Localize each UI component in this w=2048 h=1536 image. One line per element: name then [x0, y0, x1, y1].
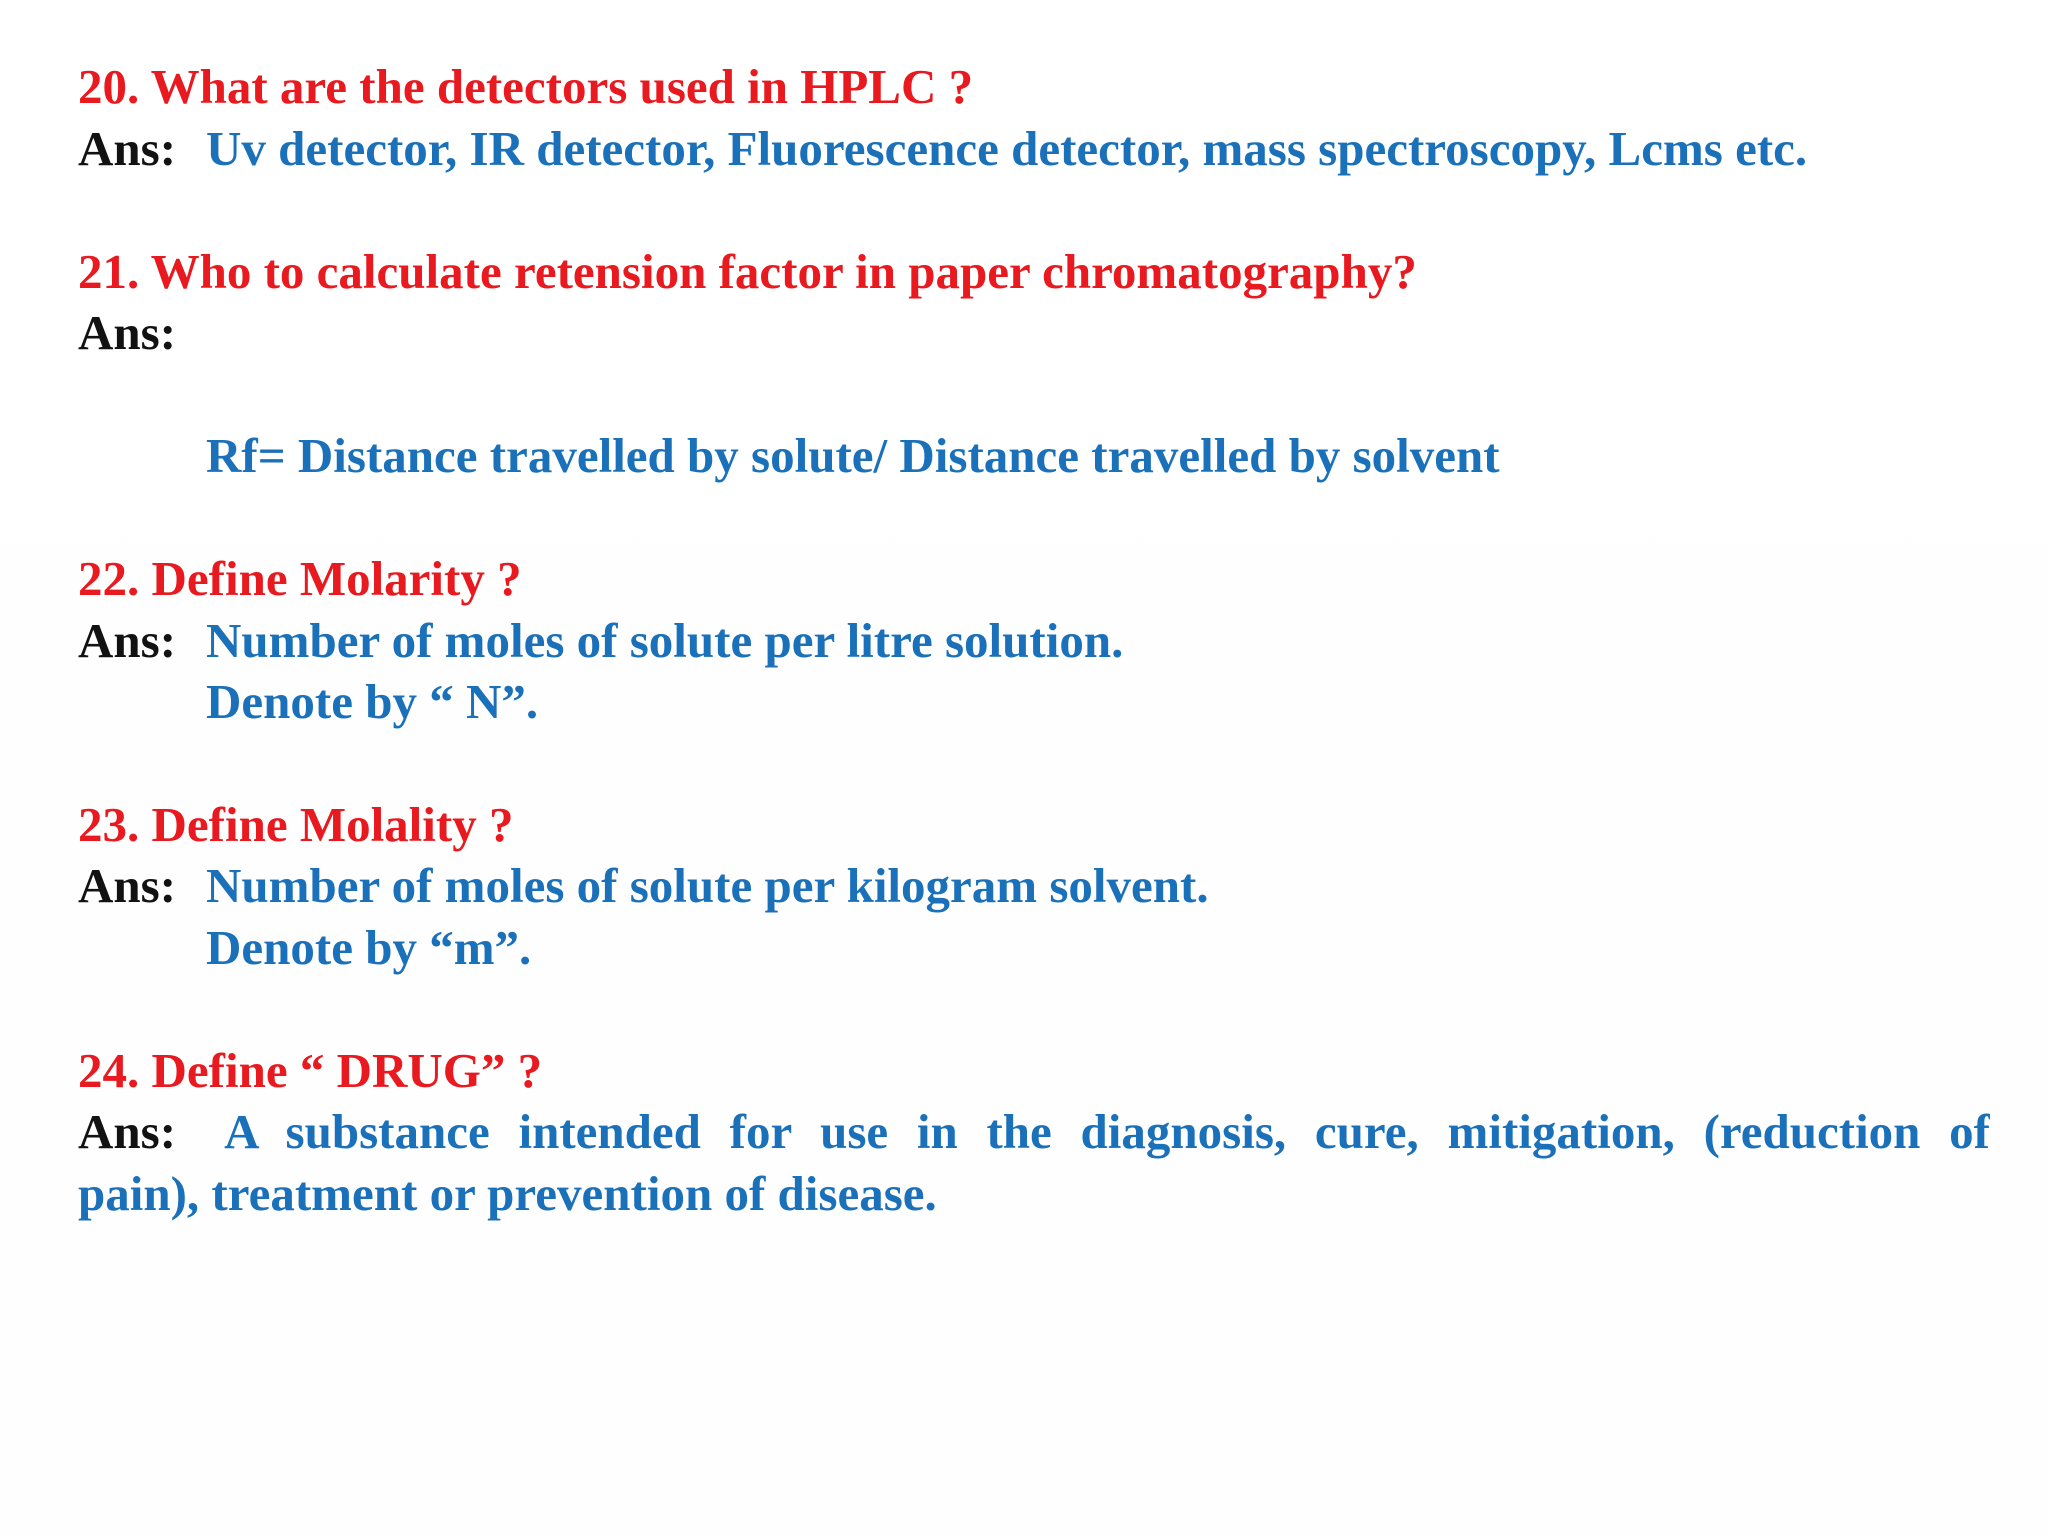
- ans-label: Ans:: [78, 1104, 177, 1159]
- answer-22-line2: Denote by “ N”.: [206, 674, 539, 729]
- answer-23-line2: Denote by “m”.: [206, 920, 532, 975]
- question-21: 21. Who to calculate retension factor in paper chromatography?: [78, 244, 1417, 299]
- question-23: 23. Define Molality ?: [78, 797, 514, 852]
- answer-22: Number of moles of solute per litre solution.: [206, 613, 1124, 668]
- answer-23: Number of moles of solute per kilogram solvent.: [206, 858, 1209, 913]
- answer-20-row: [78, 118, 1807, 180]
- answer-20: Uv detector, IR detector, Fluorescence detector, mass spectroscopy, Lcms etc.: [206, 121, 1808, 176]
- question-22: 22. Define Molarity ?: [78, 551, 522, 606]
- answer-21-formula: Rf= Distance travelled by solute/ Distance travelled by solvent: [206, 428, 1500, 483]
- answer-24-row: [78, 1101, 1990, 1163]
- answer-23-row: [78, 855, 1209, 917]
- question-20: 20. What are the detectors used in HPLC ?: [78, 59, 974, 114]
- answer-21-row: [78, 302, 206, 364]
- ans-label: Ans:: [78, 613, 177, 668]
- answer-24: A substance intended for use in the diagnosis, cure, mitigation, (reduction of: [224, 1104, 1990, 1159]
- ans-label: Ans:: [78, 858, 177, 913]
- question-24: 24. Define “ DRUG” ?: [78, 1043, 543, 1098]
- answer-22-row: [78, 610, 1123, 672]
- ans-label: Ans:: [78, 121, 177, 176]
- answer-24-line2: pain), treatment or prevention of disease.: [78, 1166, 937, 1221]
- ans-label: Ans:: [78, 305, 177, 360]
